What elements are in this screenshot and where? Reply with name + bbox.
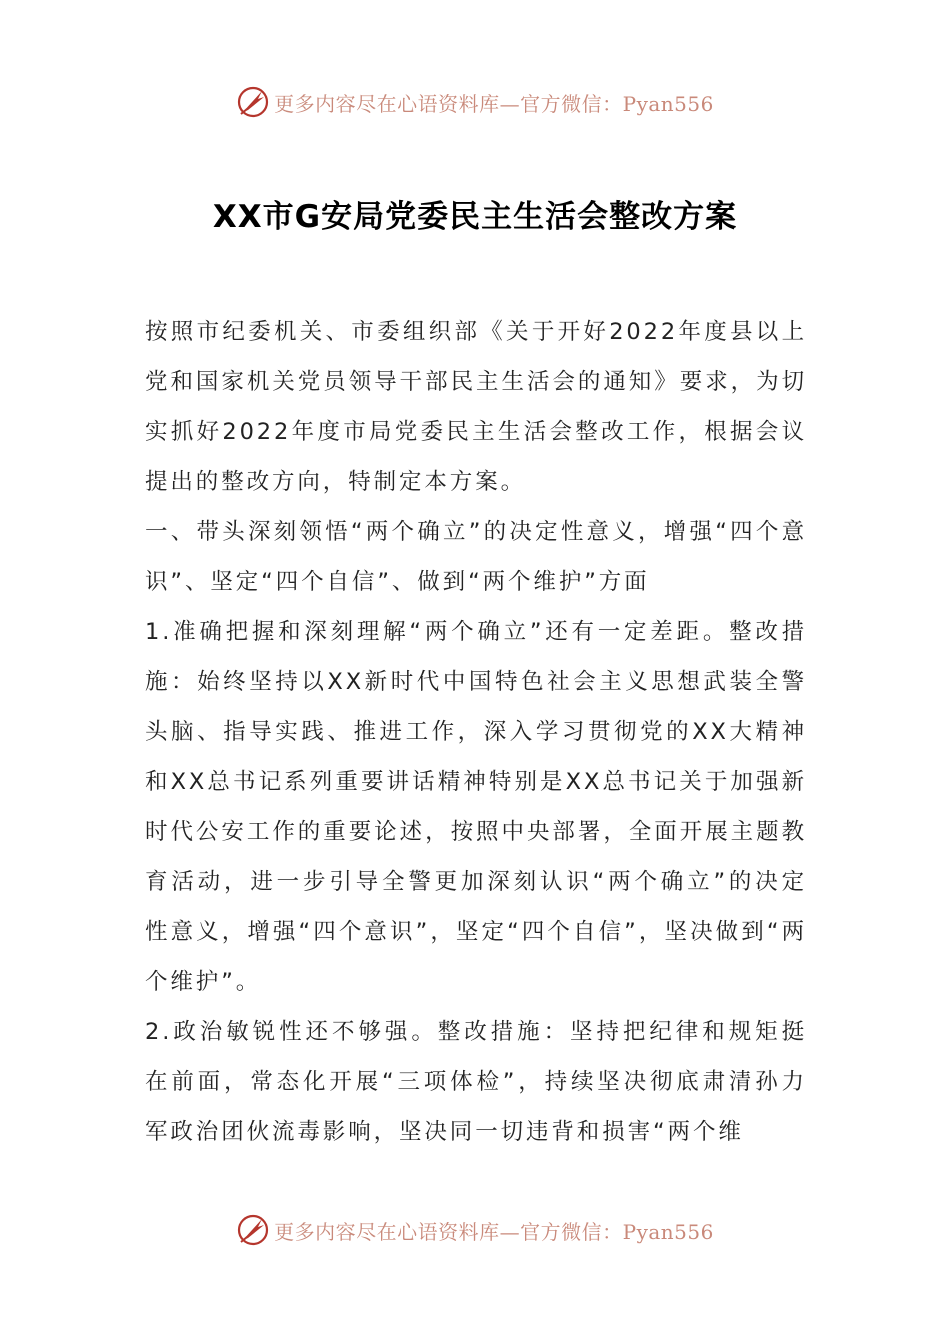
header-watermark — [0, 82, 950, 122]
watermark-text: 更多内容尽在心语资料库—官方微信：Pyan556 — [274, 1219, 714, 1244]
document-title: XX市G安局党委民主生活会整改方案 — [212, 198, 738, 235]
paragraph-item-1: 1.准确把握和深刻理解“两个确立”还有一定差距。整改措施：始终坚持以XX新时代中国特色社会主义思想武装全警头脑、指导实践、推进工作，深入学习贯彻党的XX大精神和XX总书记系列重要讲话精神特别是XX总书记关于加强新时代公安工作的重要论述，按照中央部署，全面开展主题教育活动，进一步引导全警更加深刻认识“两个确立”的决定性意义，增强“四个意识”，坚定“四个自信”，坚决做到“两个维护”。 — [145, 619, 807, 995]
watermark-text: 更多内容尽在心语资料库—官方微信：Pyan556 — [274, 91, 714, 116]
quill-logo-icon — [236, 1213, 270, 1247]
paragraph-section-heading: 一、带头深刻领悟“两个确立”的决定性意义，增强“四个意识”、坚定“四个自信”、做到“两个维护”方面 — [145, 519, 807, 595]
paragraph-intro: 按照市纪委机关、市委组织部《关于开好2022年度县以上党和国家机关党员领导干部民主生活会的通知》要求，为切实抓好2022年度市局党委民主生活会整改工作，根据会议提出的整改方向，特制定本方案。 — [145, 319, 807, 495]
document-body — [145, 307, 807, 1157]
quill-logo-icon — [236, 85, 270, 119]
footer-watermark — [0, 1210, 950, 1250]
paragraph-item-2: 2.政治敏锐性还不够强。整改措施：坚持把纪律和规矩挺在前面，常态化开展“三项体检”，持续坚决彻底肃清孙力军政治团伙流毒影响，坚决同一切违背和损害“两个维 — [145, 1019, 807, 1145]
